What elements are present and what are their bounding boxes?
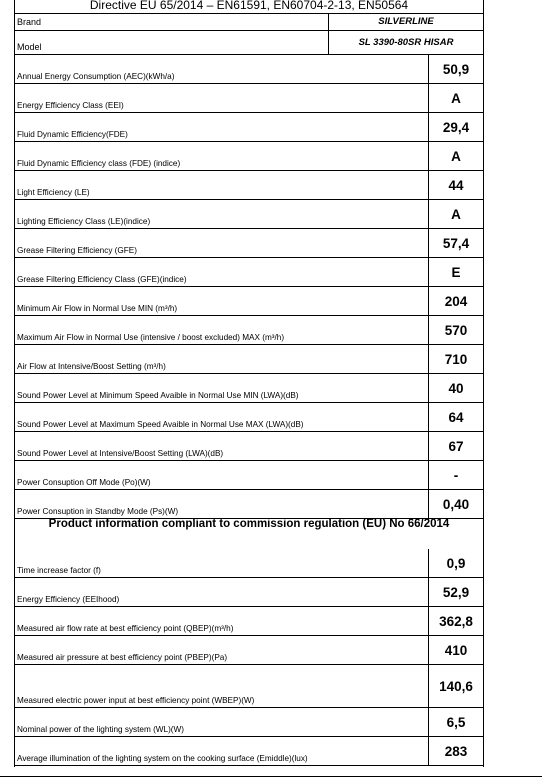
table-row [15, 708, 483, 737]
table-row [15, 258, 483, 287]
brand-label: Brand [17, 17, 42, 27]
row-value: 204 [428, 287, 483, 315]
row-label: Sound Power Level at Maximum Speed Avaible in Normal Use MAX (LWA)(dB) [17, 420, 304, 429]
table-row [15, 200, 483, 229]
table-row [15, 403, 483, 432]
row-value: 50,9 [428, 55, 483, 83]
table-row [15, 737, 483, 766]
table-row [15, 229, 483, 258]
row-label: Fluid Dynamic Efficiency class (FDE) (indice) [17, 159, 181, 168]
table-row [15, 55, 483, 84]
row-value: 710 [428, 345, 483, 373]
row-label: Average illumination of the lighting system on the cooking surface (Emiddle)(lux) [17, 754, 308, 763]
row-label: Grease Filtering Efficiency (GFE) [17, 246, 137, 255]
table-row [15, 113, 483, 142]
table-row [15, 316, 483, 345]
table-row [15, 607, 483, 636]
row-label: Sound Power Level at Minimum Speed Avaible in Normal Use MIN (LWA)(dB) [17, 391, 299, 400]
row-value: 0,9 [428, 549, 483, 577]
row-value: 410 [428, 636, 483, 664]
row-value: 44 [428, 171, 483, 199]
row-label: Energy Efficiency (EEIhood) [17, 595, 120, 604]
row-label: Power Consuption Off Mode (Po)(W) [17, 478, 151, 487]
brand-value: SILVERLINE [328, 13, 483, 30]
brand-row [15, 13, 483, 31]
row-label: Lighting Efficiency Class (LE)(indice) [17, 217, 151, 226]
row-label: Annual Energy Consumption (AEC)(kWh/a) [17, 72, 175, 81]
table-row [15, 374, 483, 403]
model-value: SL 3390-80SR HISAR [328, 31, 483, 54]
row-value: 0,40 [428, 490, 483, 518]
model-row [15, 31, 483, 55]
directive-title: Directive EU 65/2014 – EN61591, EN60704-2-13, EN50564 [89, 0, 409, 12]
table-row [15, 432, 483, 461]
table-row [15, 461, 483, 490]
row-value: A [428, 84, 483, 112]
table-row [15, 578, 483, 607]
row-value: 283 [428, 737, 483, 765]
row-label: Maximum Air Flow in Normal Use (intensive / boost excluded) MAX (m³/h) [17, 333, 285, 342]
table-row [15, 84, 483, 113]
table-row [15, 287, 483, 316]
table-row [15, 345, 483, 374]
row-label: Fluid Dynamic Efficiency(FDE) [17, 130, 128, 139]
row-label: Air Flow at Intensive/Boost Setting (m³/h) [17, 362, 166, 371]
row-value: A [428, 142, 483, 170]
model-label: Model [17, 42, 42, 52]
row-label: Measured electric power input at best efficiency point (WBEP)(W) [17, 696, 255, 705]
row-label: Light Efficiency (LE) [17, 188, 90, 197]
table-row [15, 490, 483, 519]
row-label: Sound Power Level at Intensive/Boost Setting (LWA)(dB) [17, 449, 224, 458]
row-value: 6,5 [428, 708, 483, 736]
table-row [15, 142, 483, 171]
table-row [15, 549, 483, 578]
row-label: Power Consuption in Standby Mode (Ps)(W) [17, 507, 179, 516]
table-row [15, 665, 483, 708]
row-value: 140,6 [428, 665, 483, 707]
row-label: Time increase factor (f) [17, 566, 101, 575]
table-row [15, 171, 483, 200]
row-label: Measured air flow rate at best efficiency point (QBEP)(m³/h) [17, 624, 234, 633]
row-value: E [428, 258, 483, 286]
row-value: 362,8 [428, 607, 483, 635]
row-value: A [428, 200, 483, 228]
row-value: 57,4 [428, 229, 483, 257]
row-value: 52,9 [428, 578, 483, 606]
energy-label-table [14, 0, 484, 767]
row-label: Measured air pressure at best efficiency point (PBEP)(Pa) [17, 653, 228, 662]
row-label: Nominal power of the lighting system (WL)(W) [17, 725, 184, 734]
row-label: Minimum Air Flow in Normal Use MIN (m³/h) [17, 304, 178, 313]
row-value: 67 [428, 432, 483, 460]
row-value: 64 [428, 403, 483, 431]
row-label: Grease Filtering Efficiency Class (GFE)(indice) [17, 275, 187, 284]
row-value: - [428, 461, 483, 489]
row-value: 29,4 [428, 113, 483, 141]
row-value: 570 [428, 316, 483, 344]
table-row [15, 636, 483, 665]
row-label: Energy Efficiency Class (EEI) [17, 101, 124, 110]
row-value: 40 [428, 374, 483, 402]
section-title: Product information compliant to commission regulation (EU) No 66/2014 [48, 518, 450, 530]
